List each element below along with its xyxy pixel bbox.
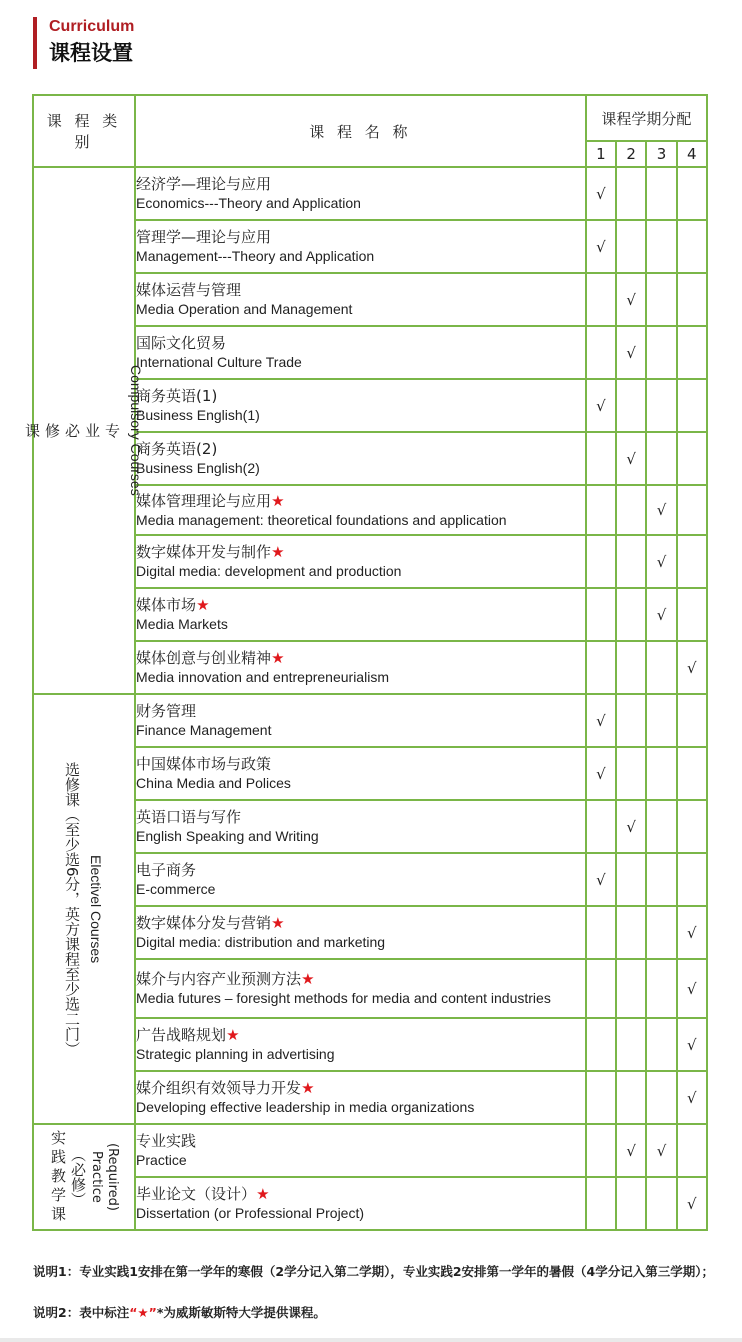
course-name-cell (135, 694, 586, 747)
course-name-en: Finance Management (136, 722, 272, 738)
section-header (33, 17, 134, 69)
semester-4-cell (677, 220, 707, 273)
semester-3-cell (646, 1177, 676, 1230)
check-mark: √ (656, 501, 667, 519)
semester-2-cell (616, 485, 646, 535)
course-name-cell (135, 1124, 586, 1177)
course-name-zh (136, 648, 585, 668)
semester-2-cell (616, 432, 646, 485)
course-name-zh (136, 1184, 585, 1204)
course-name-en: Digital media: distribution and marketing (136, 934, 386, 950)
semester-3-cell (646, 906, 676, 959)
category-label (23, 365, 145, 496)
check-mark: √ (626, 1141, 636, 1160)
course-name-zh-text: 财务管理 (136, 702, 197, 720)
semester-4-cell (677, 1018, 707, 1071)
category-label (34, 1130, 134, 1225)
note-2-prefix: 说明2：表中标注 (33, 1305, 130, 1320)
semester-4-cell (677, 853, 707, 906)
category-cell (23, 167, 145, 694)
course-name-zh-text: 中国媒体市场与政策 (136, 755, 272, 773)
header-category: 课 程 类 别 (33, 95, 135, 167)
semester-2-cell (616, 853, 646, 906)
course-name-en: Management---Theory and Application (136, 248, 375, 264)
check-mark: √ (687, 979, 697, 998)
table-row (33, 694, 707, 747)
semester-3-cell (646, 167, 676, 220)
category-zh: 专 业 必 修 课 (23, 423, 122, 438)
course-name-cell (135, 326, 586, 379)
course-name-zh-text: 经济学—理论与应用 (136, 175, 272, 193)
course-name-en: E-commerce (136, 881, 216, 897)
semester-3-cell (646, 220, 676, 273)
course-name-zh (136, 491, 585, 511)
semester-2-cell (616, 379, 646, 432)
course-name-cell (135, 167, 586, 220)
course-name-zh (136, 1078, 585, 1098)
semester-1-cell (586, 747, 616, 800)
course-name-zh (136, 280, 585, 300)
course-name-zh (136, 542, 585, 562)
note-2-suffix: *为威斯敏斯特大学提供课程。 (156, 1305, 326, 1320)
semester-2-cell (616, 1124, 646, 1177)
semester-4-cell (677, 379, 707, 432)
course-name-cell (135, 1071, 586, 1124)
header-semester-3: 3 (646, 141, 676, 167)
category-zh: 实践教学课 (49, 1129, 68, 1225)
course-name-zh (136, 807, 585, 827)
course-name-cell (135, 959, 586, 1018)
semester-4-cell (677, 1177, 707, 1230)
table-row (33, 959, 707, 1018)
check-mark: √ (626, 290, 636, 309)
semester-2-cell (616, 167, 646, 220)
semester-1-cell (586, 959, 616, 1018)
course-name-en: Strategic planning in advertising (136, 1046, 335, 1062)
semester-1-cell (586, 588, 616, 641)
course-name-cell (135, 906, 586, 959)
semester-3-cell (646, 959, 676, 1018)
category-zh: 选修课（至少选6分，英方课程至少选二门） (63, 761, 82, 1057)
star-icon: ★ (301, 1079, 315, 1097)
check-mark: √ (656, 605, 667, 624)
category-en: Practice (89, 1151, 105, 1203)
course-name-zh-text: 媒体管理理论与应用 (136, 491, 272, 510)
semester-2-cell (616, 1177, 646, 1230)
semester-2-cell (616, 1018, 646, 1071)
course-name-cell (135, 747, 586, 800)
header-semester: 课程学期分配 (586, 95, 707, 141)
course-name-zh-text: 媒体运营与管理 (136, 281, 242, 299)
semester-4-cell (677, 641, 707, 694)
course-name-en: Media Operation and Management (136, 301, 353, 317)
semester-1-cell (586, 273, 616, 326)
semester-1-cell (586, 485, 616, 535)
semester-4-cell (677, 485, 707, 535)
semester-3-cell (646, 747, 676, 800)
course-name-en: Business English(2) (136, 460, 260, 476)
semester-2-cell (616, 906, 646, 959)
table-row (33, 588, 707, 641)
star-icon: ★ (301, 970, 315, 988)
course-name-cell (135, 220, 586, 273)
table-row (33, 853, 707, 906)
semester-4-cell (677, 273, 707, 326)
semester-1-cell (586, 906, 616, 959)
table-row (33, 906, 707, 959)
category-zh-sub: （必修） (69, 1147, 88, 1207)
semester-1-cell (586, 1124, 616, 1177)
course-name-en: Dissertation (or Professional Project) (136, 1205, 365, 1221)
course-name-cell (135, 535, 586, 588)
course-name-zh-text: 管理学—理论与应用 (136, 228, 272, 246)
category-en-sub: (Required) (105, 1142, 121, 1211)
check-mark: √ (687, 1088, 697, 1107)
semester-1-cell (586, 432, 616, 485)
table-row (33, 747, 707, 800)
table-row (33, 535, 707, 588)
semester-2-cell (616, 326, 646, 379)
table-row (33, 1124, 707, 1177)
course-name-zh-text: 国际文化贸易 (136, 334, 227, 352)
star-icon: ★ (271, 491, 285, 510)
semester-2-cell (616, 1071, 646, 1124)
check-mark: √ (596, 184, 606, 203)
table-row (33, 1071, 707, 1124)
course-name-en: Media innovation and entrepreneurialism (136, 669, 389, 685)
star-icon: ★ (271, 914, 285, 932)
course-name-cell (135, 1177, 586, 1230)
check-mark: √ (626, 343, 636, 362)
course-name-zh-text: 媒介组织有效领导力开发 (136, 1079, 302, 1097)
star-icon: ★ (256, 1185, 270, 1203)
course-name-cell (135, 273, 586, 326)
semester-1-cell (586, 220, 616, 273)
category-cell (33, 694, 135, 1124)
table-row (33, 1177, 707, 1230)
course-name-cell (135, 485, 586, 535)
course-name-zh-text: 媒体创意与创业精神 (136, 649, 272, 667)
curriculum-table (23, 94, 708, 1231)
semester-3-cell (646, 1071, 676, 1124)
semester-4-cell (677, 800, 707, 853)
star-icon: ★ (196, 596, 210, 614)
semester-3-cell (646, 1018, 676, 1071)
course-name-zh (136, 595, 585, 615)
course-name-en: Developing effective leadership in media organizations (136, 1099, 475, 1115)
note-2 (33, 1303, 723, 1322)
semester-1-cell (586, 1018, 616, 1071)
check-mark: √ (596, 870, 606, 889)
course-name-zh-text: 数字媒体分发与营销 (136, 914, 272, 932)
header-semester-4: 4 (677, 141, 707, 167)
course-name-en: Practice (136, 1152, 187, 1168)
semester-4-cell (677, 326, 707, 379)
semester-3-cell (646, 432, 676, 485)
semester-2-cell (616, 641, 646, 694)
semester-4-cell (677, 906, 707, 959)
check-mark: √ (596, 396, 606, 415)
table-row (33, 1018, 707, 1071)
category-cell (33, 1124, 135, 1230)
course-name-zh (136, 1025, 585, 1045)
course-name-en: Media Markets (136, 616, 228, 632)
semester-3-cell (646, 641, 676, 694)
category-en: Electivel Courses (88, 854, 105, 964)
course-name-zh (136, 227, 585, 247)
course-name-zh (136, 701, 585, 721)
course-name-zh-text: 商务英语(2) (136, 440, 218, 458)
semester-1-cell (586, 641, 616, 694)
star-icon: ★ (271, 649, 285, 667)
course-name-zh (136, 913, 585, 933)
course-name-zh (136, 386, 585, 406)
course-name-zh-text: 媒介与内容产业预测方法 (136, 970, 302, 988)
semester-3-cell (646, 485, 676, 535)
semester-1-cell (586, 167, 616, 220)
course-name-en: China Media and Polices (136, 775, 291, 791)
semester-2-cell (616, 220, 646, 273)
header-course-name: 课 程 名 称 (135, 95, 586, 167)
course-name-zh-text: 广告战略规划 (136, 1026, 227, 1044)
semester-3-cell (646, 379, 676, 432)
course-name-zh-text: 毕业论文（设计） (136, 1185, 257, 1203)
semester-1-cell (586, 326, 616, 379)
course-name-zh (136, 439, 585, 459)
course-name-en: Economics---Theory and Application (136, 195, 361, 211)
table-row (33, 167, 707, 220)
course-name-zh (136, 754, 585, 774)
header-semester-1: 1 (586, 141, 616, 167)
course-name-cell (135, 641, 586, 694)
semester-4-cell (677, 588, 707, 641)
semester-1-cell (586, 379, 616, 432)
category-en: Compulsory Courses (128, 365, 145, 496)
section-title-en: Curriculum (49, 18, 135, 35)
check-mark: √ (656, 552, 667, 571)
semester-3-cell (646, 1124, 676, 1177)
star-icon: ★ (226, 1026, 240, 1044)
semester-4-cell (677, 694, 707, 747)
course-name-zh (136, 969, 585, 989)
course-name-en: Digital media: development and production (136, 563, 402, 579)
semester-4-cell (677, 432, 707, 485)
course-name-en: Media management: theoretical foundations and application (136, 511, 507, 528)
check-mark: √ (596, 237, 606, 256)
course-name-zh-text: 数字媒体开发与制作 (136, 543, 272, 561)
semester-1-cell (586, 1177, 616, 1230)
course-name-cell (135, 588, 586, 641)
semester-1-cell (586, 853, 616, 906)
table-row (33, 220, 707, 273)
course-name-zh (136, 860, 585, 880)
course-name-cell (135, 432, 586, 485)
category-label (34, 762, 134, 1057)
course-name-zh-text: 商务英语(1) (136, 387, 218, 405)
course-name-cell (135, 379, 586, 432)
semester-4-cell (677, 535, 707, 588)
course-name-zh (136, 333, 585, 353)
check-mark: √ (687, 1194, 697, 1213)
semester-4-cell (677, 747, 707, 800)
course-name-zh (136, 1131, 585, 1151)
check-mark: √ (596, 764, 606, 783)
course-name-en: Business English(1) (136, 407, 260, 423)
course-name-en: Media futures – foresight methods for media and content industries (136, 990, 551, 1006)
table-row (33, 800, 707, 853)
semester-3-cell (646, 588, 676, 641)
course-name-cell (135, 1018, 586, 1071)
note-2-mark: “★” (129, 1305, 157, 1320)
semester-1-cell (586, 1071, 616, 1124)
semester-2-cell (616, 535, 646, 588)
course-name-zh-text: 专业实践 (136, 1132, 197, 1150)
check-mark: √ (596, 711, 606, 730)
semester-2-cell (616, 800, 646, 853)
semester-3-cell (646, 853, 676, 906)
check-mark: √ (687, 1035, 697, 1054)
semester-4-cell (677, 167, 707, 220)
semester-3-cell (646, 800, 676, 853)
check-mark: √ (656, 1141, 667, 1160)
semester-2-cell (616, 959, 646, 1018)
check-mark: √ (626, 817, 636, 836)
semester-2-cell (616, 694, 646, 747)
section-title-zh: 课程设置 (49, 41, 133, 65)
course-name-en: International Culture Trade (136, 354, 302, 370)
course-name-cell (135, 853, 586, 906)
course-name-zh-text: 媒体市场 (136, 596, 197, 614)
semester-3-cell (646, 694, 676, 747)
semester-2-cell (616, 588, 646, 641)
semester-1-cell (586, 800, 616, 853)
semester-3-cell (646, 326, 676, 379)
check-mark: √ (687, 923, 697, 942)
table-row (33, 641, 707, 694)
star-icon: ★ (271, 543, 285, 561)
semester-2-cell (616, 747, 646, 800)
course-name-zh (136, 174, 585, 194)
bottom-divider (0, 1338, 742, 1342)
semester-4-cell (677, 1124, 707, 1177)
header-semester-2: 2 (616, 141, 646, 167)
semester-4-cell (677, 959, 707, 1018)
semester-3-cell (646, 273, 676, 326)
semester-4-cell (677, 1071, 707, 1124)
semester-3-cell (646, 535, 676, 588)
course-name-zh-text: 电子商务 (136, 861, 197, 879)
semester-1-cell (586, 694, 616, 747)
note-1: 说明1：专业实践1安排在第一学年的寒假（2学分记入第二学期），专业实践2安排第一学年的暑假（4学分记入第三学期）； (33, 1264, 714, 1279)
semester-2-cell (616, 273, 646, 326)
check-mark: √ (626, 449, 636, 468)
course-name-zh-text: 英语口语与写作 (136, 808, 242, 826)
course-name-en: English Speaking and Writing (136, 828, 319, 844)
semester-1-cell (586, 535, 616, 588)
course-name-cell (135, 800, 586, 853)
check-mark: √ (687, 658, 697, 677)
table-row (33, 273, 707, 326)
